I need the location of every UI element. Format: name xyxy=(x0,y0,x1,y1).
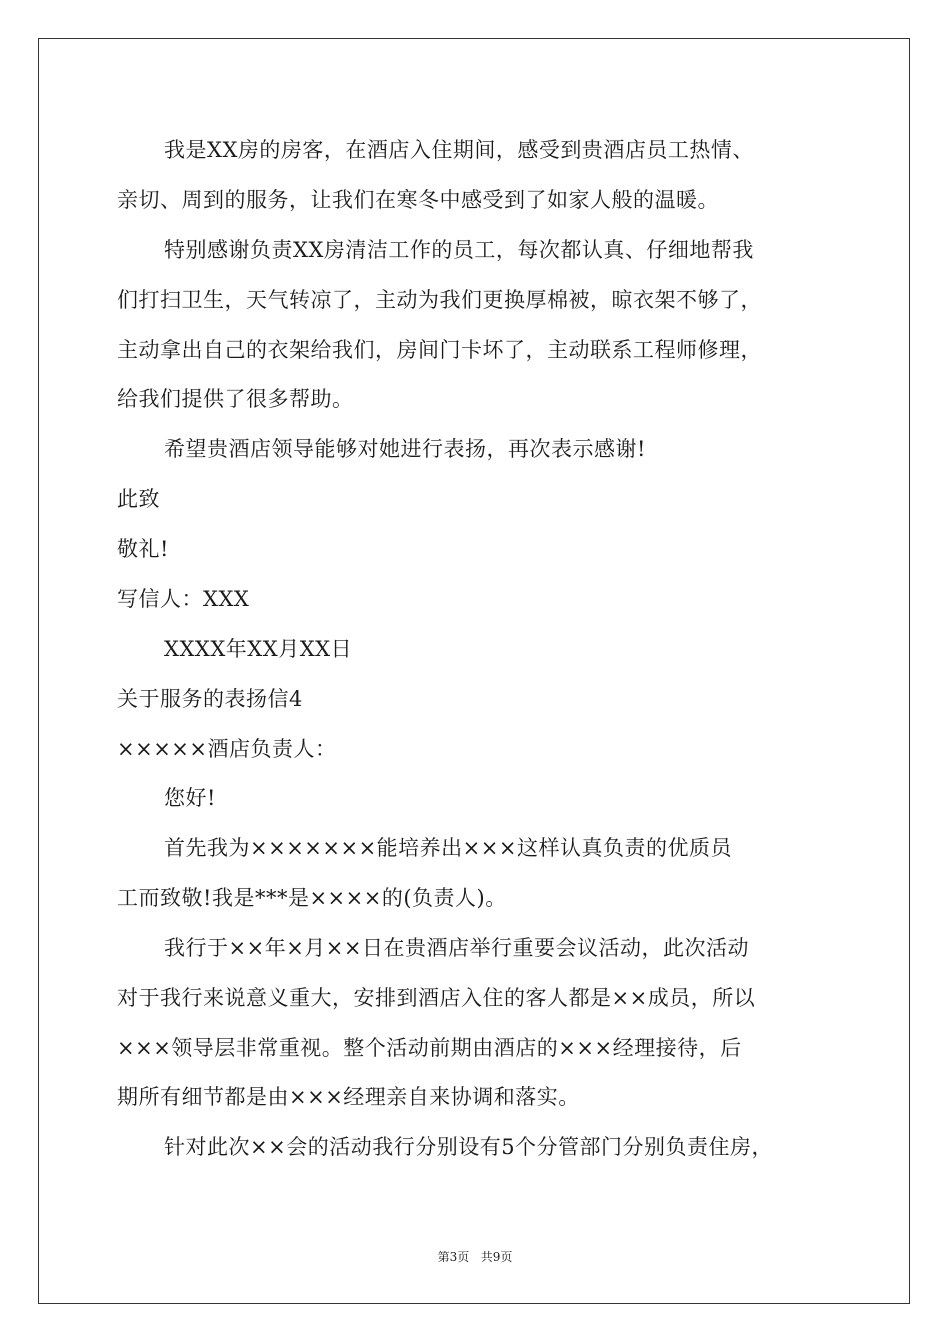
text-line: 您好! xyxy=(164,786,216,810)
text-line: 我是XX房的房客，在酒店入住期间，感受到贵酒店员工热情、 xyxy=(164,138,754,162)
text-line: 希望贵酒店领导能够对她进行表扬，再次表示感谢! xyxy=(164,437,646,461)
text-line: XXXX年XX月XX日 xyxy=(164,637,353,661)
text-line: 工而致敬!我是***是××××的(负责人)。 xyxy=(117,886,507,910)
text-line: ×××××酒店负责人： xyxy=(117,737,337,761)
page-border xyxy=(38,38,910,1304)
page-footer: 第3页 共9页 xyxy=(437,1250,513,1264)
text-line: 此致 xyxy=(117,487,160,511)
text-line: 我行于××年×月××日在贵酒店举行重要会议活动，此次活动 xyxy=(164,936,749,960)
text-line: 特别感谢负责XX房清洁工作的员工，每次都认真、仔细地帮我 xyxy=(164,238,754,262)
text-line: 敬礼! xyxy=(117,537,169,561)
text-line: 写信人：XXX xyxy=(117,587,250,611)
text-line: 针对此次××会的活动我行分别设有5个分管部门分别负责住房， xyxy=(164,1135,774,1159)
text-line: 给我们提供了很多帮助。 xyxy=(117,387,354,411)
text-line: ×××领导层非常重视。整个活动前期由酒店的×××经理接待，后 xyxy=(117,1036,742,1060)
text-line: 首先我为×××××××能培养出×××这样认真负责的优质员 xyxy=(164,836,732,860)
text-line: 期所有细节都是由×××经理亲自来协调和落实。 xyxy=(117,1085,580,1109)
text-line: 们打扫卫生，天气转凉了，主动为我们更换厚棉被，晾衣架不够了， xyxy=(117,288,762,312)
text-line: 主动拿出自己的衣架给我们，房间门卡坏了，主动联系工程师修理， xyxy=(117,338,762,362)
text-line: 对于我行来说意义重大，安排到酒店入住的客人都是××成员，所以 xyxy=(117,986,756,1010)
text-line: 关于服务的表扬信4 xyxy=(117,687,303,711)
text-line: 亲切、周到的服务，让我们在寒冬中感受到了如家人般的温暖。 xyxy=(117,188,719,212)
